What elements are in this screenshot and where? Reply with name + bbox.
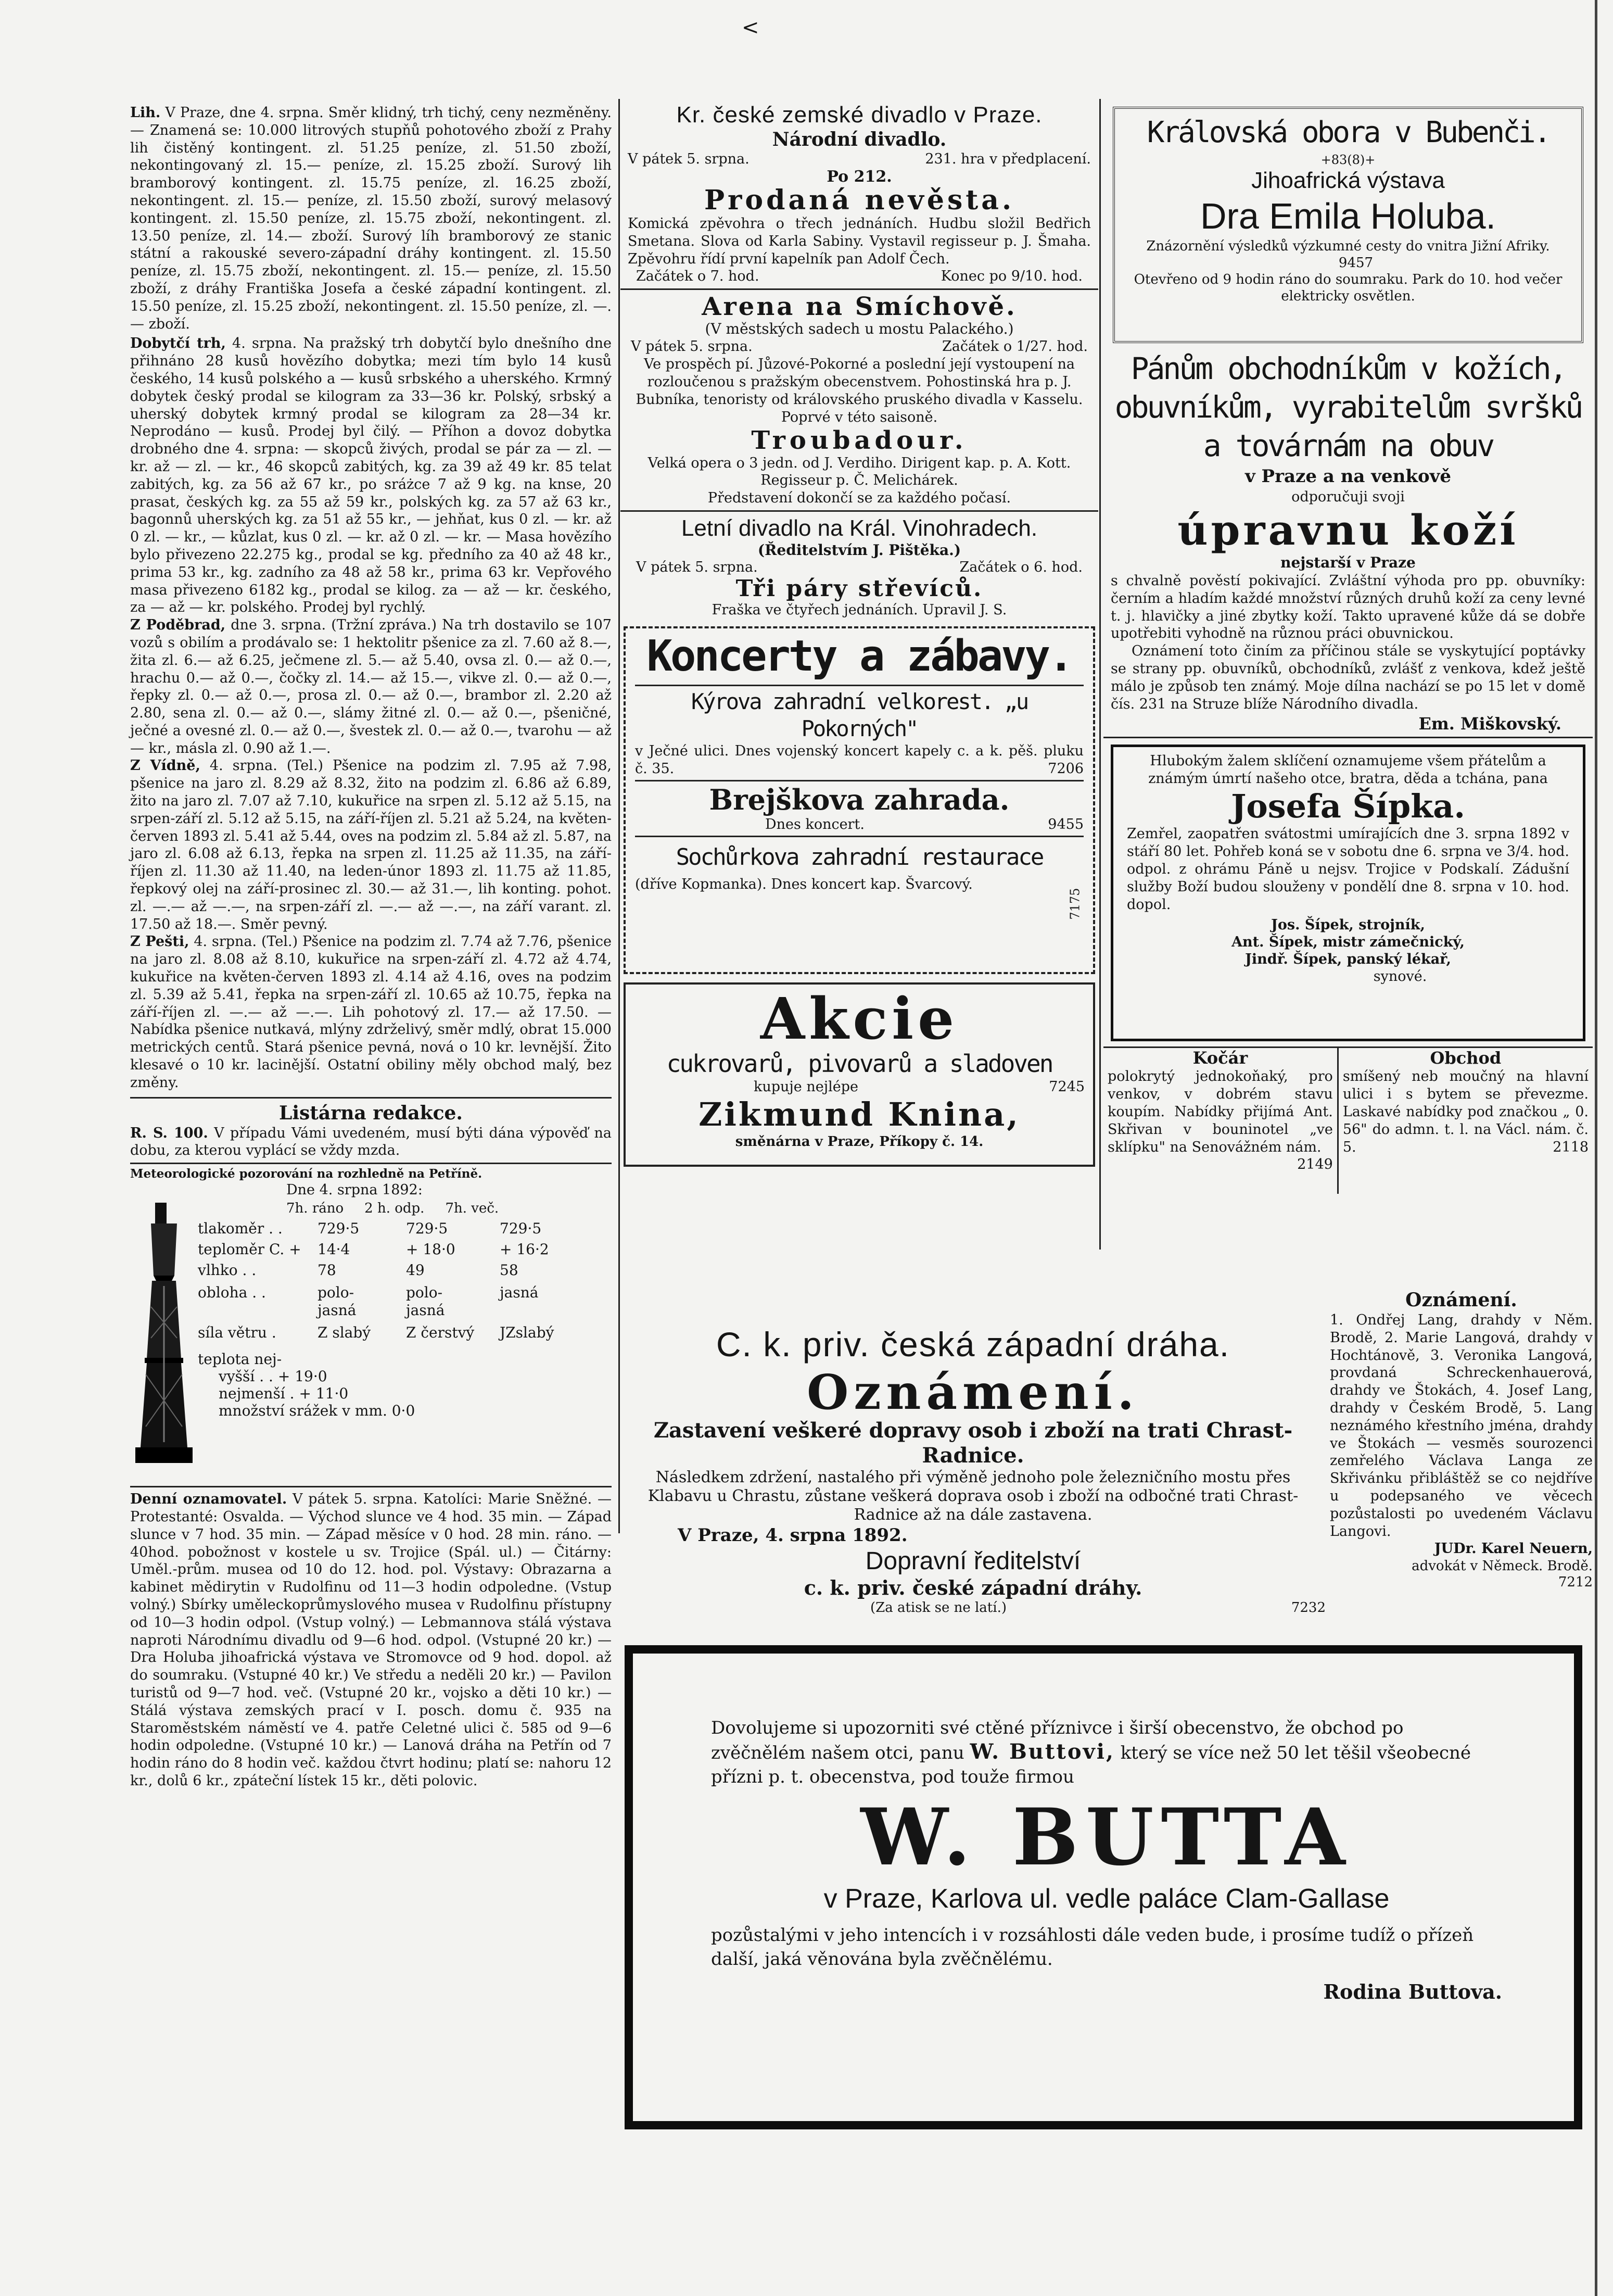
- sipek-names: [1127, 916, 1569, 985]
- vidne-paragraph: [130, 757, 612, 933]
- dobytci-text: 4. srpna. Na pražský trh dobytčí bylo dnešního dne přihnáno 28 kusů hovězího dobytka; mezi tím bylo 14 kusů českého, 14 kusů polského a — kusů srbského a uherského. Krmný dobytek český prodal se kilogram za 33—36 kr. Polský, srbský a uherský dobytek krmný prodal se kilogram za 28—34 kr. Neprodáno — kusů. Prodej byl čilý. — Příhon a dovoz dobytka drobného dne 4. srpna: — skopců živých, prodal se pár za — zl. — kr. až — zl. — kr., 46 skopců zabitých, kg. za 39 až 49 kr. 85 telat zabitých, kg. za 56 až 67 kr., po sráżce 7 až 9 kg. na knse, 20 prasat, českých kg. za 55 až 59 kr., polských kg. za 57 až 63 kr., bagonnů uherských kg. za 51 až 55 kr., — jehňat, kus 0 zl. — kr. až 0 zl. — kr., — kůzlat, kus 0 zl. — kr. až 0 zl. — kr. — Masa hovězího bylo přivezeno 22.275 kg., prodal se kg. předního za 40 až 48 kr., prima 53 kr., kg. zadního za 48 až 58 kr., prima 63 kr. Vepřového masa přivezeno 6182 kg., prodal se kilog. za — až — kr. českého, za — až — kr. polského. Prodej byl rychlý.: [130, 335, 612, 616]
- arena-info: [620, 338, 1098, 356]
- petrin-tower-illustration: [135, 1203, 193, 1468]
- podebrad-paragraph: [130, 616, 612, 757]
- sipek-name: Ant. Šípek, mistr zámečnický,: [1231, 934, 1465, 951]
- column-theatre: [620, 102, 1098, 1150]
- koncerty-box: [624, 626, 1095, 974]
- sipek-name: Jos. Šípek, strojník,: [1271, 917, 1425, 933]
- railway-date: V Praze, 4. srpna 1892.: [678, 1525, 908, 1546]
- butta-big-name: W. BUTTA: [860, 1792, 1353, 1883]
- letni-sub: (Ředitelstvím J. Pištěka.): [757, 541, 961, 559]
- lih-title: Lih.: [130, 105, 161, 121]
- holub-title: Dra Emila Holuba.: [1200, 196, 1496, 236]
- denni-title: Denní oznamovatel.: [130, 1491, 287, 1508]
- meteo-table: [198, 1218, 609, 1419]
- theatre-title: Kr. české zemské divadlo v Praze.: [676, 102, 1043, 128]
- podebrad-text: dne 3. srpna. (Tržní zpráva.) Na trh dostavilo se 107 vozů s obilím a prodávalo se: 1 hektolitr pšenice za zl. 7.60 až 8.—, žita zl. 6.— až 6.25, ječmene zl. 5.— až 5.40, ovsa zl. 0.— až 0.—, hrachu 0.— až 0.—, čočky zl. 14.— až 15.—, vikve zl. 0.— až 0.—, řepky zl. 0.— až 0.—, prosa zl. 0.— až 0.—, brambor zl. 2.20 až 2.80, sena zl. 0.— až 0.—, slámy žitné zl. 0.— až 0.—, pšeničné, ječné a ovesné zl. 0.— až 0.—, švestek zl. 0.— až 0.—, tvarohu — až — kr., másla zl. 0.90 až 1.—.: [130, 617, 612, 756]
- meteo-date: Dne 4. srpna 1892:: [286, 1182, 423, 1199]
- butta-text: pozůstalými v jeho intencích i v rozsáhlosti dále veden bude, i prosíme tudíž o přízeň další, jaká věnována byla zvěčnělému.: [711, 1925, 1474, 1970]
- meteo-header-evening: 7h. več.: [445, 1201, 499, 1217]
- lih-text: V Praze, dne 4. srpna. Směr klidný, trh tichý, ceny nezměněny. — Znamená se: 10.000 litrových stupňů pohotového zboží z Prahy lih čistěný kontingent. zl. 51.25 peníze, zl. 51.50 zboží, nekontingovaný zl. 15.— peníze, zl. 15.25 zboží. Surový lih bramborový kontingent. zl. 15.75 peníze, zl. 16.25 zboží, nekontingent. zl. 15.— peníze, zl. 15.50 zboží, surový melasový kontingent. zl. 15.50 peníze, zl. 15.75 zboží, nekontingent. zl. 13.50 peníze, zl. 14.— zboží. Surový líh bramborový ze stanic státní a rakouské severo-západní dráhy kontingent. zl. 15.50 peníze, zl. 15.75 zboží, nekontingent. zl. 15.— peníze, zl. 15.50 zboží, z dráhy Františka Josefa a české západní kontingent. zl. 15.50 peníze, zl. 15.25 zboží, nekontingent. zl. 15.50 peníze, zl. —.— zboží.: [130, 105, 612, 332]
- railway-notice: [620, 1322, 1326, 1635]
- arena-date: V pátek 5. srpna.: [631, 338, 753, 355]
- letni-date: V pátek 5. srpna.: [636, 559, 758, 576]
- kyrova-text-body: v Ječné ulici. Dnes vojenský koncert kapely c. a k. pěš. pluku č. 35.: [635, 743, 1084, 777]
- meteo-extra: teplota nej-: [198, 1351, 282, 1368]
- langs-notice: [1330, 1289, 1593, 1627]
- panum-title: Pánům obchodníkům v kožích, obuvníkům, vyrabitelům svršků a továrnám na obuv: [1114, 351, 1582, 463]
- troubadour-title: Troubadour.: [751, 425, 968, 455]
- section-divider: [130, 1486, 612, 1487]
- railway-zastaveni: Zastavení veškeré dopravy osob i zboží na trati Chrast-Radnice.: [653, 1418, 1293, 1468]
- obchod-title: Obchod: [1430, 1048, 1502, 1068]
- brejskova-title: Brejškova zahrada.: [709, 783, 1010, 816]
- koncerty-title: Koncerty a zábavy.: [646, 632, 1072, 682]
- lih-paragraph: [130, 104, 612, 333]
- obituary-box: [1111, 745, 1585, 1041]
- meteo-row-label: vlhko . .: [198, 1261, 257, 1279]
- railway-reditelstvi2: c. k. priv. české západní dráhy.: [804, 1576, 1142, 1599]
- narodni-title: Národní divadlo.: [772, 129, 947, 150]
- narodni-date: V pátek 5. srpna.: [628, 151, 750, 167]
- langs-notice-text: 1. Ondřej Lang, drahdy v Něm. Brodě, 2. Marie Langová, drahdy v Hochtánově, 3. Veronika Langová, provdaná Schreckenhauerová, drahdy ve Štokách, 4. Josef Lang, drahdy v Českém Brodě, 5. Lang neznámého křestního jména, drahdy ve Štokách — vesměs sourozenci zemřelého Václava Langa ze Skřivánku přibláštěž se co nejdříve u podepsaného ve věcech pozůstalosti po uvedeném Václavu Langovi.: [1330, 1312, 1593, 1540]
- meteo-cell: 729·5: [406, 1220, 448, 1238]
- meteo-cell: + 16·2: [500, 1241, 549, 1258]
- kocar-text: [1108, 1068, 1333, 1173]
- divider: [635, 836, 1084, 837]
- obchod-number: 2118: [1553, 1139, 1589, 1155]
- meteo-cell: + 18·0: [406, 1241, 455, 1258]
- denni-text: V pátek 5. srpna. Katolíci: Marie Sněžné. — Protestanté: Osvalda. — Východ slunce ve 4 hod. 35 min. — Západ slunce v 7 hod. 35 min. — Západ měsíce v 0 hod. 28 min. ráno. — 40hod. pobožnost v kostele u sv. Trojice (Spál. ul.) — Čitárny: Uměl.-prům. musea od 10 do 12. hod. pol. Výstavy: Obrazarna a kabinet mědirytin v Rudolfinu od 11—3 hodin odpoledne. (Vstup volný.) Sbírky uměleckoprůmyslového musea v Rudolfinu přístupny od 10—3 hodin odpol. (Vstup volný.) — Lebmannova stálá výstava naproti Národnímu divadlu od 9—6 hod. odpol. (Vstupné 20 kr.) — Dra Holuba jihoafrická výstava ve Stromovce od 9 hod. dopol. až do soumraku. (Vstupné 40 kr.) Ve středu a neděli 20 kr.) — Pavilon turistů od 9—7 hod. več. (Vstupné 20 kr., vojsko a děti 10 kr.) — Stálá výstava zemských prací v I. posch. domu č. 935 na Staroměstském náměstí ve 4. patře Celetné ulici č. 585 od 9—6 hodin odpoledne. (Vstupné 10 kr.) — Lanová dráha na Petřín od 7 hodin ráno do 8 hodin več. každou čtvrt hodinu; platí se: nahoru 12 kr., dolů 6 kr., zpáteční lístek 15 kr., děti polovic.: [130, 1491, 612, 1789]
- butta-sign: Rodina Buttova.: [1323, 1980, 1502, 2003]
- meteo-cell: 14·4: [317, 1241, 350, 1258]
- akcie-info: [634, 1078, 1085, 1096]
- upravnu-text: s chvalně pověstí pokivající. Zvláštní výhoda pro pp. obuvníky: černím a hladím každé množství různých druhů koží za ceny levné t. j. hlavičky a jiné zbytky koží. Takto upravené kůže dá se dobře upotřebiti vyhodně na různou práci obuvnickou.: [1111, 573, 1585, 642]
- kyrova-title: Kýrova zahradní velkorest. „u Pokorných": [691, 689, 1028, 742]
- listarna-title: Listárna redakce.: [279, 1102, 463, 1124]
- holub-text-body: Znázornění výsledků výzkumné cesty do vnitra Jižní Afriky.: [1146, 238, 1550, 254]
- arena-text: Ve prospěch pí. Jůzové-Pokorné a poslední její vystoupení na rozloučenou s pražským obecenstvem. Pohostinská hra p. J. Bubníka, tenoristy od královského pruského divadla v Kasselu. Poprvé v této saisoně.: [636, 356, 1083, 425]
- akcie-box: [624, 982, 1095, 1167]
- knina-title: Zikmund Knina,: [698, 1095, 1020, 1134]
- meteo-cell: 58: [500, 1261, 518, 1279]
- meteo-extra: množství srážek v mm. 0·0: [219, 1402, 415, 1420]
- meteo-extra: vyšší . . + 19·0: [219, 1368, 327, 1385]
- sochurkova-text: (dříve Kopmanka). Dnes koncert kap. Švarcový.: [635, 876, 973, 892]
- meteo-row-label: tlakoměr . .: [198, 1220, 283, 1238]
- holub-text2: Otevřeno od 9 hodin ráno do soumraku. Park do 10. hod večer elektricky osvětlen.: [1134, 272, 1563, 304]
- butta-intro-text: Dovolujeme si upozorniti své ctěné příznivce i širší obecenstvo, že obchod po zvěčnělém našem otci, panu: [711, 1718, 1404, 1763]
- meteo-title: Meteorologické pozorování na rozhledně na Petříně.: [130, 1167, 482, 1181]
- prodana-start: Začátek o 7. hod.: [636, 268, 759, 285]
- meteo-extra: nejmenší . + 11·0: [219, 1385, 349, 1403]
- narodni-number: Po 212.: [827, 168, 892, 186]
- railway-footer: [620, 1599, 1326, 1616]
- obchod-text: [1343, 1068, 1589, 1156]
- akcie-sub: cukrovarů, pivovarů a sladoven: [666, 1050, 1052, 1078]
- prodana-end: Konec po 9/10. hod.: [941, 268, 1083, 285]
- pesti-title: Z Pešti,: [130, 933, 189, 950]
- sochurkova-title: Sochůrkova zahradní restaurace: [676, 843, 1043, 871]
- butta-intro2: který se více než 50 let těšil všeobecné přízni p. t. obecenstva, pod touže firmou: [711, 1743, 1471, 1787]
- listarna-text: V případu Vámi uvedeném, musí býti dána výpověď na dobu, za kterou vyplácí se vždy mzda.: [130, 1125, 612, 1159]
- meteo-cell: 49: [406, 1261, 425, 1279]
- section-divider: [130, 1097, 612, 1099]
- meteo-row: [198, 1239, 609, 1260]
- obchod-ad: [1339, 1048, 1593, 1194]
- column-rule-right: [1099, 99, 1101, 1250]
- akcie-title: Akcie: [760, 985, 959, 1053]
- butta-name-inline: W. Buttovi,: [970, 1739, 1115, 1764]
- letni-info: [620, 559, 1098, 576]
- kocar-title: Kočár: [1192, 1048, 1248, 1068]
- brejskova-text: Dnes koncert.: [765, 816, 865, 832]
- denni-paragraph: [130, 1491, 612, 1790]
- holub-text: [1121, 238, 1575, 271]
- meteo-cell: 78: [317, 1261, 336, 1279]
- arena-start: Začátek o 1/27. hod.: [942, 338, 1088, 355]
- kocar-number: 2149: [1297, 1156, 1333, 1173]
- kyrova-text: [635, 742, 1084, 778]
- page-edge-right: [1595, 0, 1597, 2296]
- letni-text: Fraška ve čtyřech jednáních. Upravil J. S.: [712, 602, 1007, 619]
- letni-play: Tři páry střevíců.: [735, 575, 983, 602]
- upravnu-text2: Oznámení toto činím za příčinou stále se vyskytující poptávky se strany pp. obuvníků, obchodníků, zvlášť z venkova, kdež ještě málo je způsob ten známý. Moje dílna nachází se po 15 let v domě čís. 231 na Struze blíže Národního divadla.: [1111, 643, 1585, 712]
- meteo-row: [198, 1322, 609, 1343]
- meteo-row-label: obloha . .: [198, 1284, 266, 1302]
- butta-intro: [711, 1716, 1502, 1789]
- kocar-ad: [1103, 1048, 1339, 1194]
- divider: [620, 288, 1098, 290]
- railway-number: 7232: [1291, 1600, 1326, 1616]
- langs-notice-number: 7212: [1558, 1574, 1593, 1591]
- butta-inner: [711, 1716, 1502, 2005]
- meteo-cell: Z slabý: [317, 1324, 371, 1342]
- brejskova-info: [635, 816, 1084, 834]
- meteo-cell: 729·5: [317, 1220, 360, 1238]
- obora-sub: Jihoafrická výstava: [1251, 168, 1445, 193]
- brejskova-number: 9455: [1048, 816, 1084, 832]
- railway-text: Následkem zdržení, nastalého při výměně jednoho pole železničního mostu přes Klabavu u Chrastu, zůstane veškerá doprava osob i zboží na odbočné trati Chrast-Radnice až na dále zastavena.: [647, 1468, 1299, 1524]
- meteo-row: [198, 1284, 609, 1319]
- akcie-text: kupuje nejlépe: [754, 1079, 858, 1095]
- panum-sub: v Praze a na venkově: [1244, 466, 1452, 487]
- letni-start: Začátek o 6. hod.: [959, 559, 1083, 576]
- meteo-row-label: síla větru .: [198, 1324, 276, 1342]
- kyrova-number: 7206: [1048, 760, 1084, 777]
- troubadour-text: Velká opera o 3 jedn. od J. Verdiho. Dirigent kap. p. A. Kott. Regisseur p. Č. Melichárek.: [647, 455, 1071, 489]
- knina-text: směnárna v Praze, Příkopy č. 14.: [735, 1134, 984, 1150]
- section-divider: [130, 1163, 612, 1164]
- langs-notice-sign2: advokát v Německ. Brodě.: [1412, 1558, 1593, 1574]
- meteo-row: [198, 1218, 609, 1239]
- listarna-label: R. S. 100.: [130, 1125, 208, 1141]
- narodni-perf: 231. hra v předplacení.: [925, 151, 1091, 167]
- pesti-paragraph: [130, 933, 612, 1091]
- railway-reditelstvi: Dopravní ředitelství: [865, 1547, 1081, 1575]
- meteo-header-morning: 7h. ráno: [286, 1201, 344, 1217]
- divider: [635, 685, 1084, 686]
- prodana-title: Prodaná nevěsta.: [704, 184, 1015, 216]
- meteo-cell: JZslabý: [500, 1324, 554, 1342]
- langs-notice-sign: JUDr. Karel Neuern,: [1434, 1541, 1593, 1557]
- obituary-text: Hlubokým žalem sklíčení oznamujeme všem přátelům a známým úmrtí našeho otce, bratra, děda a tchána, pana: [1148, 753, 1548, 787]
- meteo-cell: polo-jasná: [406, 1284, 445, 1319]
- podebrad-title: Z Poděbrad,: [130, 617, 226, 634]
- panum-sub2: odporučuji svoji: [1291, 489, 1405, 505]
- meteo-cell: jasná: [500, 1284, 539, 1302]
- sochurkova-number: 7175: [1068, 888, 1083, 920]
- dobytci-paragraph: [130, 335, 612, 616]
- butta-address: v Praze, Karlova ul. vedle paláce Clam-Gallase: [823, 1884, 1390, 1914]
- column-ads: [1103, 102, 1593, 1252]
- meteo-row-label: teploměr C. +: [198, 1241, 301, 1258]
- akcie-number: 7245: [1049, 1079, 1085, 1095]
- prodana-times: [620, 268, 1098, 285]
- column-rule-left: [618, 99, 620, 1533]
- sipek-names-end: synové.: [1373, 968, 1427, 985]
- upravnu-title: úpravnu koží: [1177, 506, 1519, 554]
- meteo-cell: 729·5: [500, 1220, 542, 1238]
- railway-note: (Za atisk se ne latí.): [870, 1600, 1007, 1616]
- sipek-text: Zemřel, zaopatřen svátostmi umírajících dne 3. srpna 1892 v stáří 80 let. Pohřeb koná se v sobotu dne 6. srpna ve 3/4. hod. odpol. z ohrámu Páně u nejsv. Trojice v Podskalí. Zádušní služby Boží budou slouženy v pondělí dne 8. srpna v 10. hod. dopol.: [1127, 826, 1569, 913]
- arena-title: Arena na Smíchově.: [702, 292, 1017, 322]
- meteo-header-afternoon: 2 h. odp.: [364, 1201, 425, 1217]
- dobytci-title: Dobytčí trh,: [130, 335, 226, 352]
- divider: [620, 510, 1098, 512]
- obora-title: Královská obora v Bubenči.: [1147, 116, 1550, 149]
- top-mark: <: [742, 16, 759, 40]
- kocar-text-body: polokrytý jednokoňaký, pro venkov, v dobrém stavu koupím. Nabídky přijímá Ant. Skřivan v bouninotel „ve sklípku" na Senovážném nám.: [1108, 1068, 1333, 1155]
- obora-deco: +83(8)+: [1320, 153, 1376, 167]
- railway-title: C. k. priv. česká západní dráha.: [716, 1325, 1230, 1364]
- narodni-info: [620, 150, 1098, 168]
- meteo-cell: polo-jasná: [317, 1284, 357, 1319]
- divider: [635, 780, 1084, 781]
- meteo-row: [198, 1260, 609, 1281]
- langs-notice-title: Oznámení.: [1405, 1289, 1517, 1311]
- meteo-cell: Z čerstvý: [406, 1324, 475, 1342]
- pesti-text: 4. srpna. (Tel.) Pšenice na podzim zl. 7.74 až 7.76, pšenice na jaro zl. 8.08 až 8.10, kukuřice na srpen-září zl. 4.72 až 4.74, kukuřice na květen-červen 1893 zl. 4.14 až 4.16, oves na podzim zl. 5.39 až 5.41, řepka na srpen-září zl. 10.65 až 10.75, řepka na září-říjen zl. —.— až —.—. Lih pohotový zl. 17.— až 17.50. — Nabídka pšenice nutkavá, mlýny zdrželivý, směr mdlý, obrat 15.000 metrických centů. Stará pšenice pevná, nová o 10 kr. levnější. Žito klesavé o 10 kr. lacinější. Ostatní obiliny měly obchod malý, bez změny.: [130, 933, 612, 1091]
- column-market-news: [130, 104, 612, 2106]
- arena-sub: (V městských sadech u mostu Palackého.): [705, 320, 1014, 338]
- divider: [1103, 737, 1593, 738]
- butta-ad: [625, 1645, 1582, 2129]
- prodana-text: Komická zpěvohra o třech jednáních. Hudbu složil Bedřich Smetana. Slova od Karla Sabiny. Vystavil regisseur p. J. Šmaha. Zpěvohru řídí první kapelník pan Adolf Čech.: [628, 216, 1091, 267]
- obora-box: [1113, 107, 1583, 343]
- letni-title: Letní divadlo na Král. Vinohradech.: [681, 515, 1038, 541]
- upravnu-sub: nejstarší v Praze: [1280, 554, 1416, 571]
- meteo-headers: [286, 1201, 499, 1216]
- miskovsky-sign: Em. Miškovský.: [1418, 714, 1561, 734]
- vidne-title: Z Vídně,: [130, 758, 200, 774]
- troubadour-note: Představení dokončí se za každého počasí.: [707, 490, 1011, 507]
- classifieds-row: [1103, 1046, 1593, 1194]
- vidne-text: 4. srpna. (Tel.) Pšenice na podzim zl. 7.95 až 7.98, pšenice na jaro zl. 8.29 až 8.32, žito na podzim zl. 6.86 až 6.89, žito na jaro zl. 7.07 až 7.10, kukuřice na srpen zl. 5.12 až 5.15, na srpen-září zl. 5.12 až 5.15, na září-říjen zl. 5.21 až 5.24, na květen-červen 1893 zl. 5.41 až 5.44, oves na podzim zl. 5.84 až zl. 5.87, na jaro zl. 6.08 až 6.13, řepka na srpen zl. 11.25 až 11.35, na září-říjen zl. 11.30 až 11.40, na leden-únor 1893 zl. 11.75 až 11.85, řepkový olej na září-prosinec zl. 30.— až 31.—, lih konting. pohot. zl. —.— až —.—, na srpen-září zl. —.— až —.—, na září varant. zl. 17.50 až 18.—. Směr pevný.: [130, 758, 612, 932]
- holub-number: 9457: [1338, 255, 1374, 271]
- sipek-title: Josefa Šípka.: [1231, 787, 1465, 826]
- obchod-text-body: smíšený neb moučný na hlavní ulici i s bytem se převezme. Laskavé nabídky pod značkou „ 0. 56" do admn. t. l. na Václ. nám. č. 5.: [1342, 1068, 1589, 1155]
- listarna-paragraph: [130, 1125, 612, 1160]
- sipek-name: Jindř. Šípek, panský lékař,: [1245, 951, 1451, 968]
- meteo-block: [130, 1166, 612, 1484]
- railway-notice-title: Oznámení.: [807, 1364, 1139, 1420]
